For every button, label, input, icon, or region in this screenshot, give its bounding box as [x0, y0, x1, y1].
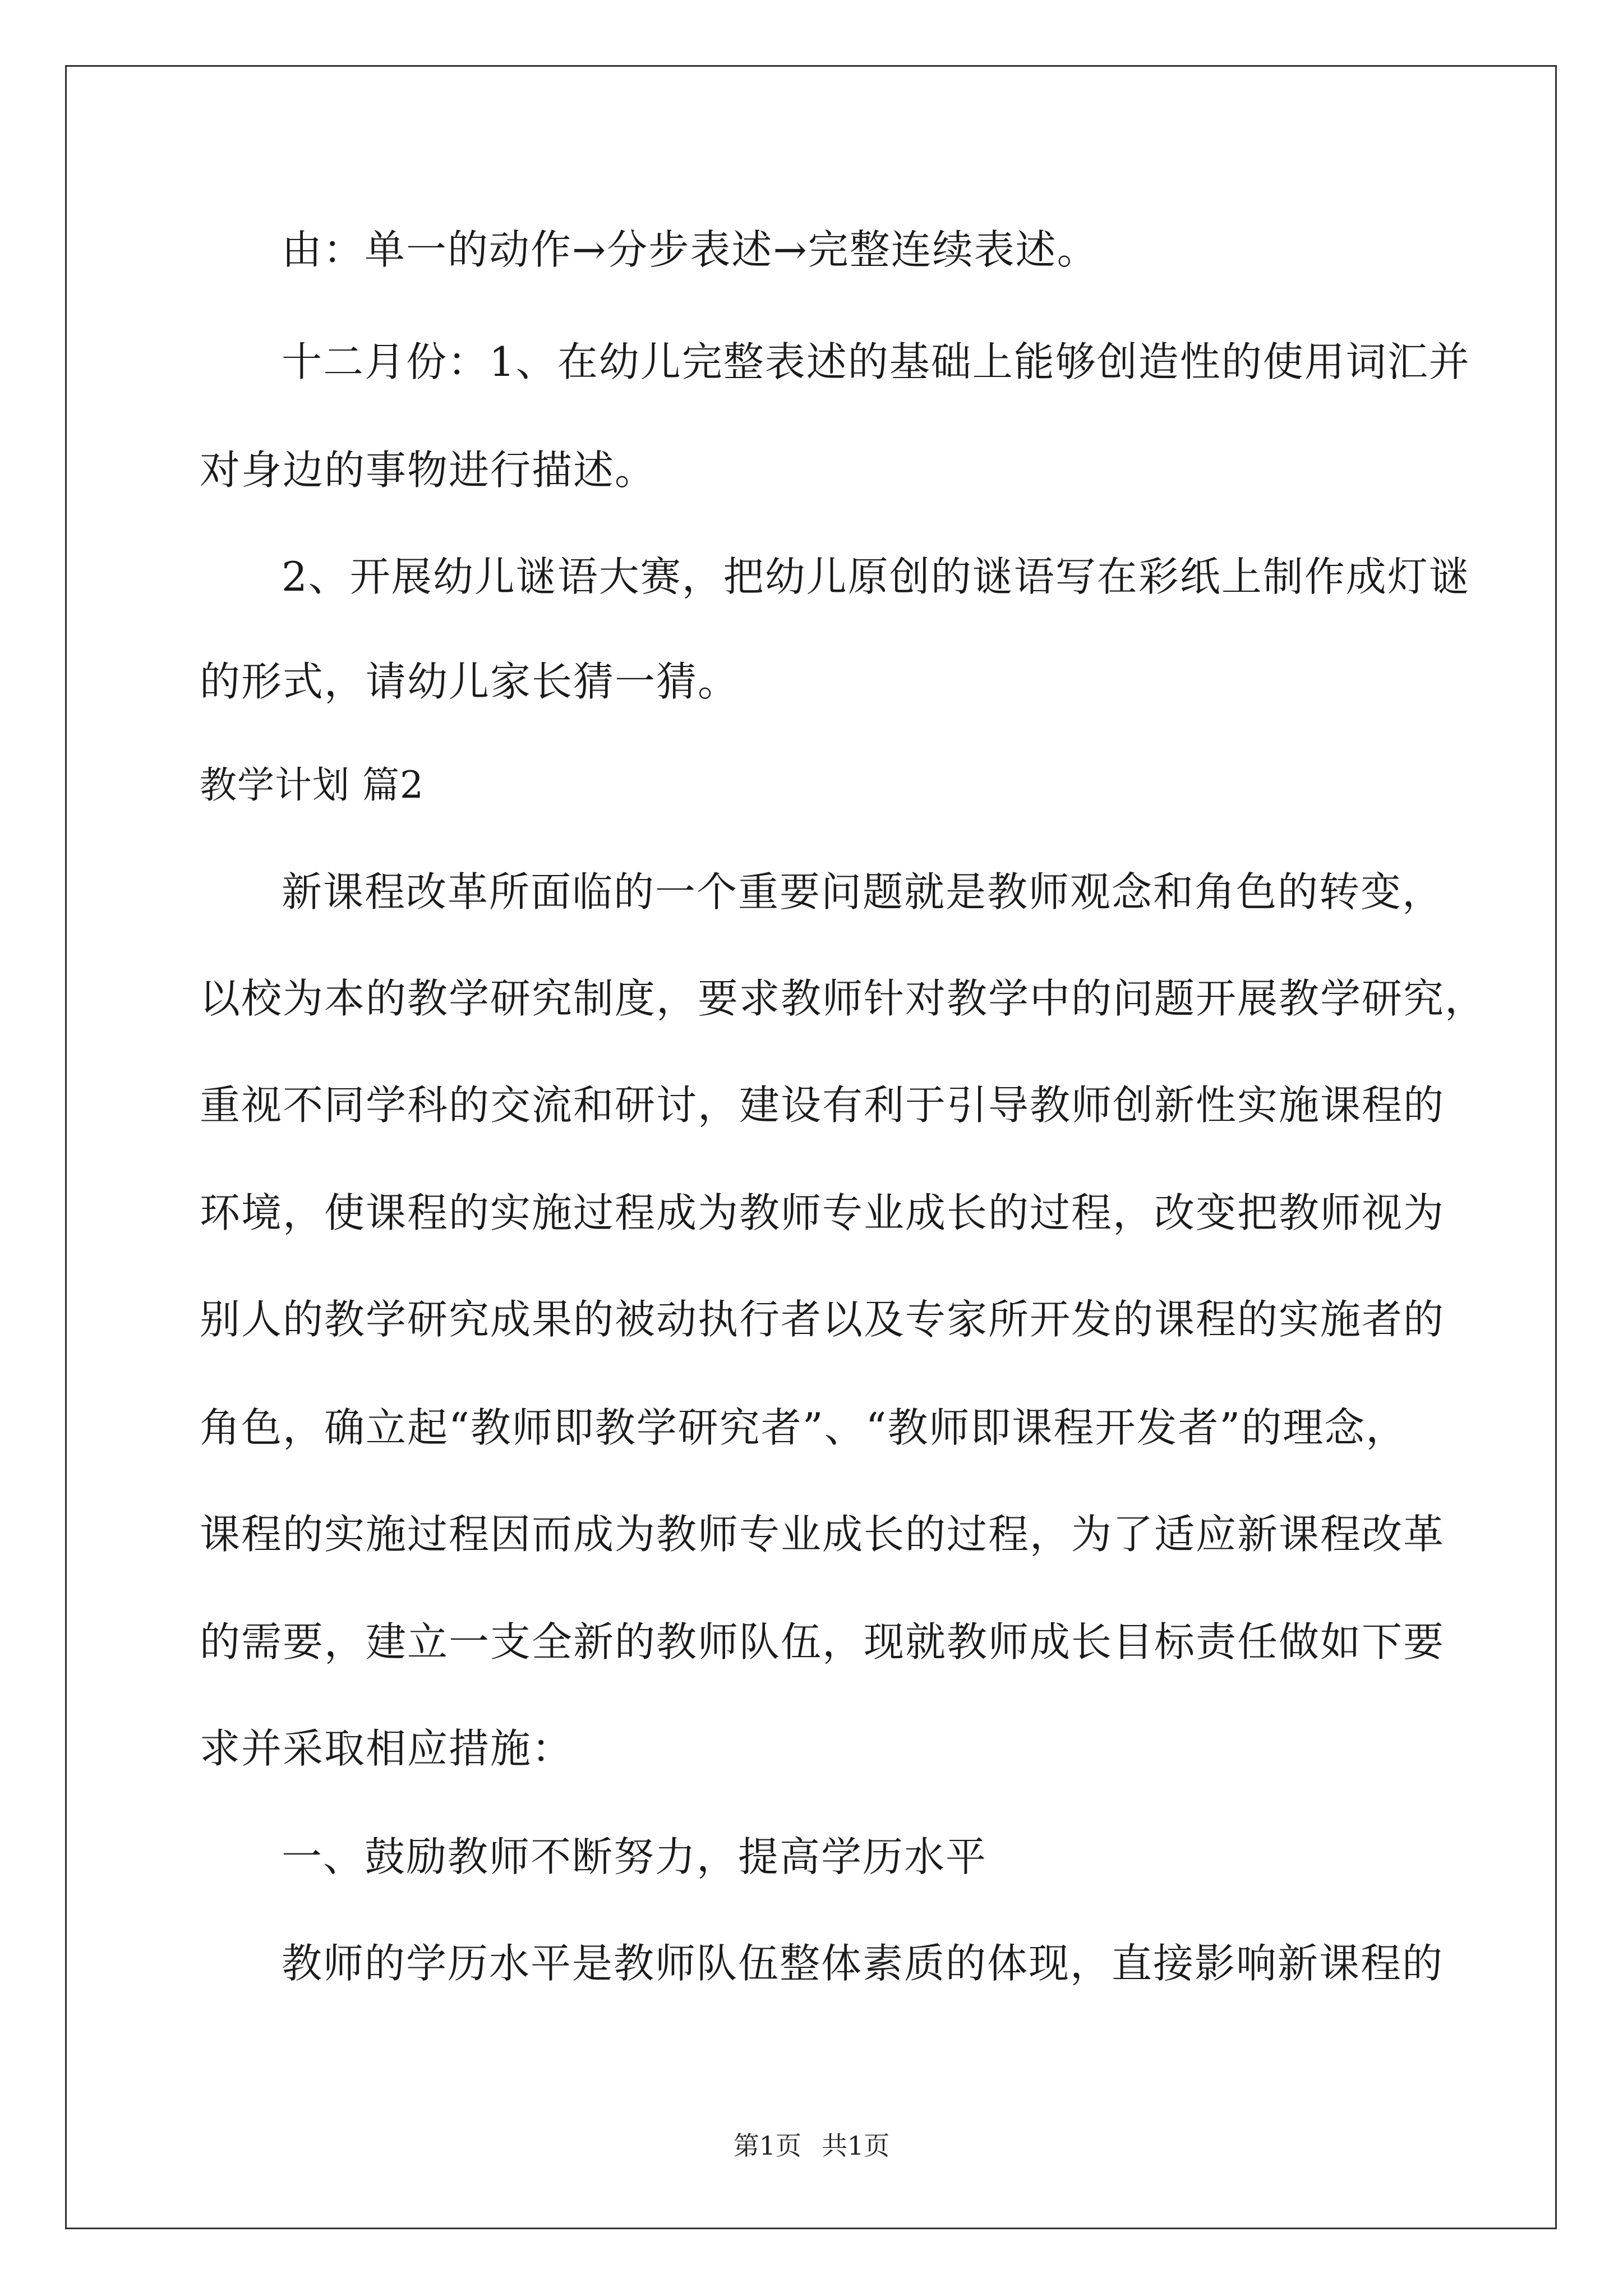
- paragraph-line: 教师的学历水平是教师队伍整体素质的体现，直接影响新课程的: [282, 1940, 1444, 1987]
- page-border: [65, 65, 1557, 2229]
- page-number-total: 共1页: [822, 2131, 890, 2161]
- paragraph-line: 的需要，建立一支全新的教师队伍，现就教师成长目标责任做如下要: [200, 1618, 1445, 1665]
- subheading: 一、鼓励教师不断努力，提高学历水平: [282, 1833, 988, 1880]
- text-line: 2、开展幼儿谜语大赛，把幼儿原创的谜语写在彩纸上制作成灯谜: [282, 553, 1470, 600]
- text-line: 十二月份：1、在幼儿完整表述的基础上能够创造性的使用词汇并: [282, 338, 1470, 385]
- text-line: 的形式，请幼儿家长猜一猜。: [200, 658, 740, 705]
- paragraph-line: 求并采取相应措施：: [200, 1725, 574, 1772]
- page-number-current: 第1页: [733, 2131, 801, 2161]
- text-line: 由：单一的动作→分步表述→完整连续表述。: [282, 226, 1099, 273]
- paragraph-line: 课程的实施过程因而成为教师专业成长的过程，为了适应新课程改革: [200, 1511, 1445, 1558]
- paragraph-line: 环境，使课程的实施过程成为教师专业成长的过程，改变把教师视为: [200, 1189, 1445, 1236]
- paragraph-line: 新课程改革所面临的一个重要问题就是教师观念和角色的转变，: [282, 868, 1444, 915]
- paragraph-line: 角色，确立起“教师即教学研究者”、“教师即课程开发者”的理念，: [200, 1404, 1408, 1451]
- paragraph-line: 重视不同学科的交流和研讨，建设有利于引导教师创新性实施课程的: [200, 1082, 1445, 1129]
- section-heading: 教学计划 篇2: [200, 763, 424, 807]
- paragraph-line: 别人的教学研究成果的被动执行者以及专家所开发的课程的实施者的: [200, 1296, 1445, 1343]
- text-line: 对身边的事物进行描述。: [200, 447, 657, 494]
- page-footer: [0, 2129, 1623, 2162]
- paragraph-line: 以校为本的教学研究制度，要求教师针对教学中的问题开展教学研究，: [200, 975, 1487, 1022]
